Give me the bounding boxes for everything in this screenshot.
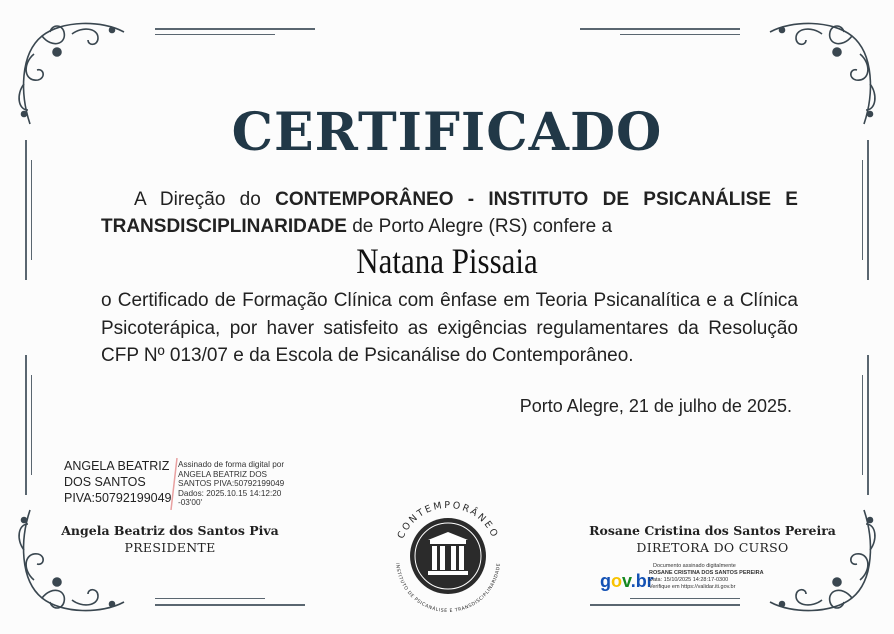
logo-bottom-text: INSTITUTO DE PSICANÁLISE E TRANSDISCIPLINARIDADE	[394, 562, 502, 615]
digital-signature-note: Assinado de forma digital por ANGELA BEATRIZ DOS SANTOS PIVA:50792199049 Dados: 2025.10.15 14:12:20 -03'00'	[178, 460, 285, 508]
signatory-role-left: PRESIDENTE	[124, 540, 216, 555]
certificate-body: o Certificado de Formação Clínica com ênfase em Teoria Psicanalítica e a Clínica Psicoterápica, por haver satisfeito as exigências regulamentares da Resolução CFP Nº 013/07 e da Escola de Psicanálise do Contemporâneo.	[101, 290, 798, 366]
govbr-line-4: Verifique em https://validar.iti.gov.br	[649, 584, 736, 590]
frame-right-line	[867, 355, 869, 495]
frame-left-line	[25, 355, 27, 495]
institution-name: CONTEMPORÂNEO - INSTITUTO DE PSICANÁLISE E TRANSDISCIPLINARIDADE	[101, 189, 798, 237]
frame-bottom-line	[590, 604, 740, 606]
frame-right-line	[862, 375, 863, 475]
signer-block: ANGELA BEATRIZ DOS SANTOS PIVA:50792199049	[64, 459, 172, 505]
intro-paragraph	[101, 186, 798, 240]
frame-right-line	[862, 160, 863, 260]
frame-left-line	[31, 160, 32, 260]
frame-bottom-line	[155, 604, 305, 606]
signatory-name-right: Rosane Cristina dos Santos Pereira	[589, 523, 836, 538]
frame-top-line	[155, 28, 315, 30]
govbr-details	[649, 563, 789, 591]
frame-top-line	[580, 28, 740, 30]
intro-text-a: A Direção do	[134, 189, 276, 210]
logo-top-text: CONTEMPORÂNEO	[395, 499, 501, 541]
frame-left-line	[31, 375, 32, 475]
govbr-line-1: Documento assinado digitalmente	[653, 563, 736, 569]
recipient-name: Natana Pissaia	[356, 241, 538, 281]
frame-bottom-line	[630, 598, 740, 599]
intro-text-b: de Porto Alegre (RS) confere a	[346, 216, 613, 237]
signatory-role-right: DIRETORA DO CURSO	[636, 540, 789, 555]
issue-date: Porto Alegre, 21 de julho de 2025.	[519, 396, 792, 416]
corner-ornament-bottom-left	[12, 500, 132, 620]
institute-logo	[380, 488, 516, 624]
frame-bottom-line	[155, 598, 265, 599]
certificate-title: CERTIFICADO	[231, 102, 663, 163]
frame-top-line	[620, 34, 740, 35]
signatory-name-left: Angela Beatriz dos Santos Piva	[61, 523, 279, 538]
signature-caption-left	[60, 523, 280, 555]
govbr-logo: gov.br	[600, 571, 654, 591]
corner-ornament-bottom-right	[762, 500, 882, 620]
frame-top-line	[155, 34, 275, 35]
govbr-line-3: Data: 15/10/2025 14:28:17-0300	[649, 577, 729, 583]
signature-caption-right	[585, 523, 840, 555]
digital-signature-left	[64, 458, 285, 508]
govbr-line-2: ROSANE CRISTINA DOS SANTOS PEREIRA	[649, 570, 764, 576]
